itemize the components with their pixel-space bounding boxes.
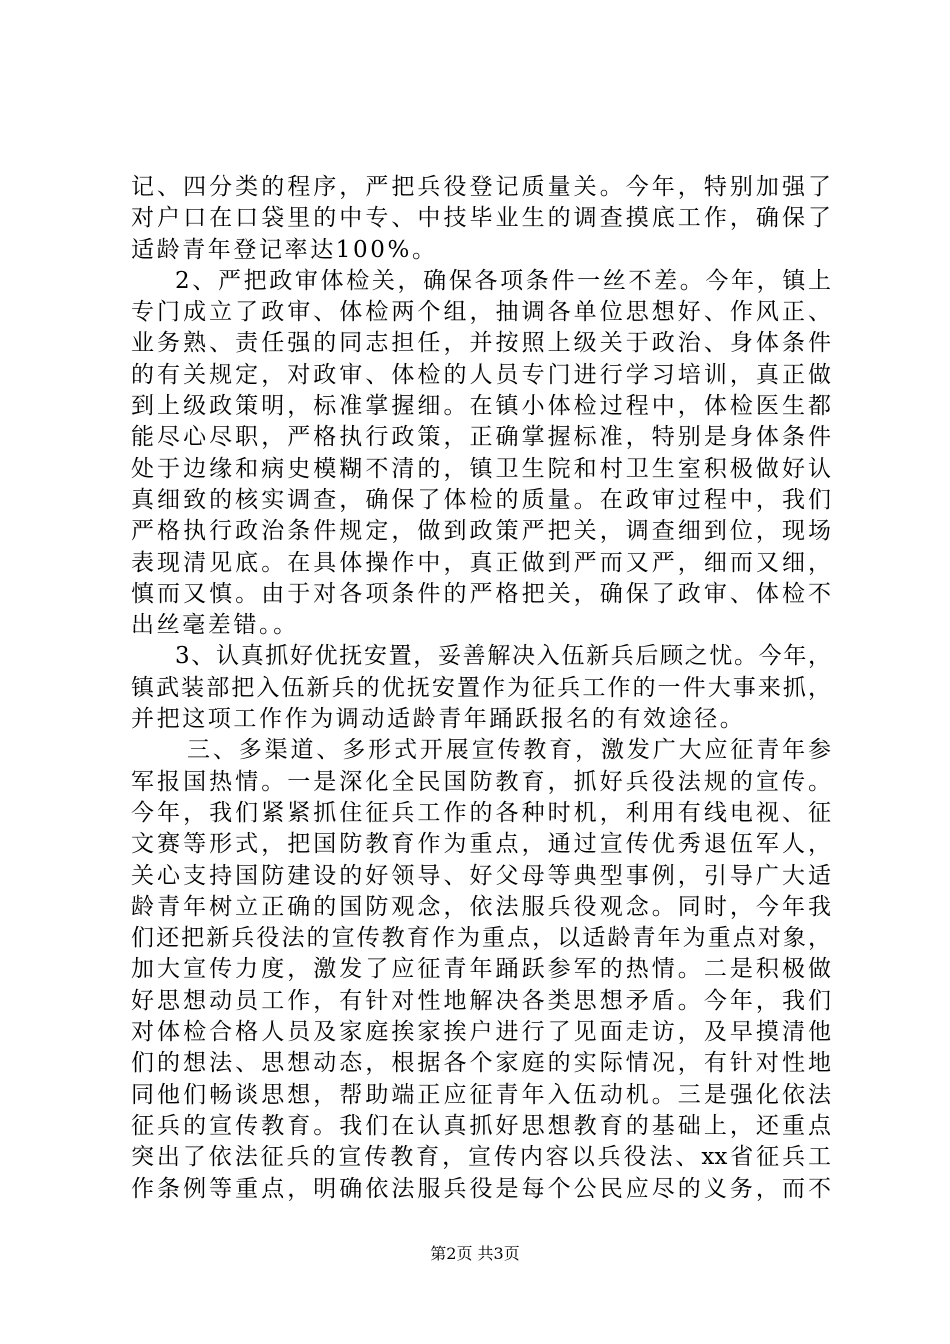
text-line: 专门成立了政审、体检两个组，抽调各单位思想好、作风正、 <box>131 299 831 326</box>
text-line: 并把这项工作作为调动适龄青年踊跃报名的有效途径。 <box>131 706 746 733</box>
text-line: 关心支持国防建设的好领导、好父母等典型事例，引导广大适 <box>131 862 831 889</box>
text-line: 能尽心尽职，严格执行政策，正确掌握标准，特别是身体条件 <box>131 424 831 451</box>
text-line: 2、严把政审体检关，确保各项条件一丝不差。今年，镇上 <box>175 267 831 294</box>
text-line: 今年，我们紧紧抓住征兵工作的各种时机，利用有线电视、征 <box>131 799 831 826</box>
text-line: 征兵的宣传教育。我们在认真抓好思想教育的基础上，还重点 <box>131 1112 831 1139</box>
text-line: 真细致的核实调查，确保了体检的质量。在政审过程中，我们 <box>131 486 831 513</box>
page-number-label: 第2页 共3页 <box>430 1244 520 1263</box>
document-body <box>131 172 831 1205</box>
text-line: 镇武装部把入伍新兵的优抚安置作为征兵工作的一件大事来抓， <box>131 674 831 701</box>
text-line: 慎而又慎。由于对各项条件的严格把关，确保了政审、体检不 <box>131 580 831 607</box>
page-footer <box>0 1244 950 1264</box>
text-line: 对户口在口袋里的中专、中技毕业生的调查摸底工作，确保了 <box>131 205 831 232</box>
text-line: 文赛等形式，把国防教育作为重点，通过宣传优秀退伍军人， <box>131 831 831 858</box>
text-line: 严格执行政治条件规定，做到政策严把关，调查细到位，现场 <box>131 518 831 545</box>
text-line: 们的想法、思想动态，根据各个家庭的实际情况，有针对性地 <box>131 1050 831 1077</box>
text-line: 表现清见底。在具体操作中，真正做到严而又严，细而又细， <box>131 549 831 576</box>
text-line: 突出了依法征兵的宣传教育，宣传内容以兵役法、xx省征兵工 <box>131 1144 831 1171</box>
text-line: 作条例等重点，明确依法服兵役是每个公民应尽的义务，而不 <box>131 1175 831 1202</box>
text-line: 记、四分类的程序，严把兵役登记质量关。今年，特别加强了 <box>131 174 831 200</box>
text-line: 3、认真抓好优抚安置，妥善解决入伍新兵后顾之忧。今年， <box>175 643 831 670</box>
text-line: 处于边缘和病史模糊不清的，镇卫生院和村卫生室积极做好认 <box>131 455 831 482</box>
text-line: 三、多渠道、多形式开展宣传教育，激发广大应征青年参 <box>187 737 831 764</box>
text-line: 的有关规定，对政审、体检的人员专门进行学习培训，真正做 <box>131 361 831 388</box>
text-line: 适龄青年登记率达100%。 <box>131 236 438 263</box>
text-line: 出丝毫差错。。 <box>131 612 299 639</box>
text-line: 龄青年树立正确的国防观念，依法服兵役观念。同时，今年我 <box>131 893 831 920</box>
text-line: 加大宣传力度，激发了应征青年踊跃参军的热情。二是积极做 <box>131 956 831 983</box>
text-line: 军报国热情。一是深化全民国防教育，抓好兵役法规的宣传。 <box>131 768 831 795</box>
text-line: 好思想动员工作，有针对性地解决各类思想矛盾。今年，我们 <box>131 987 831 1014</box>
text-line: 对体检合格人员及家庭挨家挨户进行了见面走访，及早摸清他 <box>131 1019 831 1046</box>
text-line: 到上级政策明，标准掌握细。在镇小体检过程中，体检医生都 <box>131 393 831 420</box>
text-line: 们还把新兵役法的宣传教育作为重点，以适龄青年为重点对象， <box>131 925 831 952</box>
text-line: 同他们畅谈思想，帮助端正应征青年入伍动机。三是强化依法 <box>131 1081 831 1108</box>
text-line: 业务熟、责任强的同志担任，并按照上级关于政治、身体条件 <box>131 330 831 357</box>
